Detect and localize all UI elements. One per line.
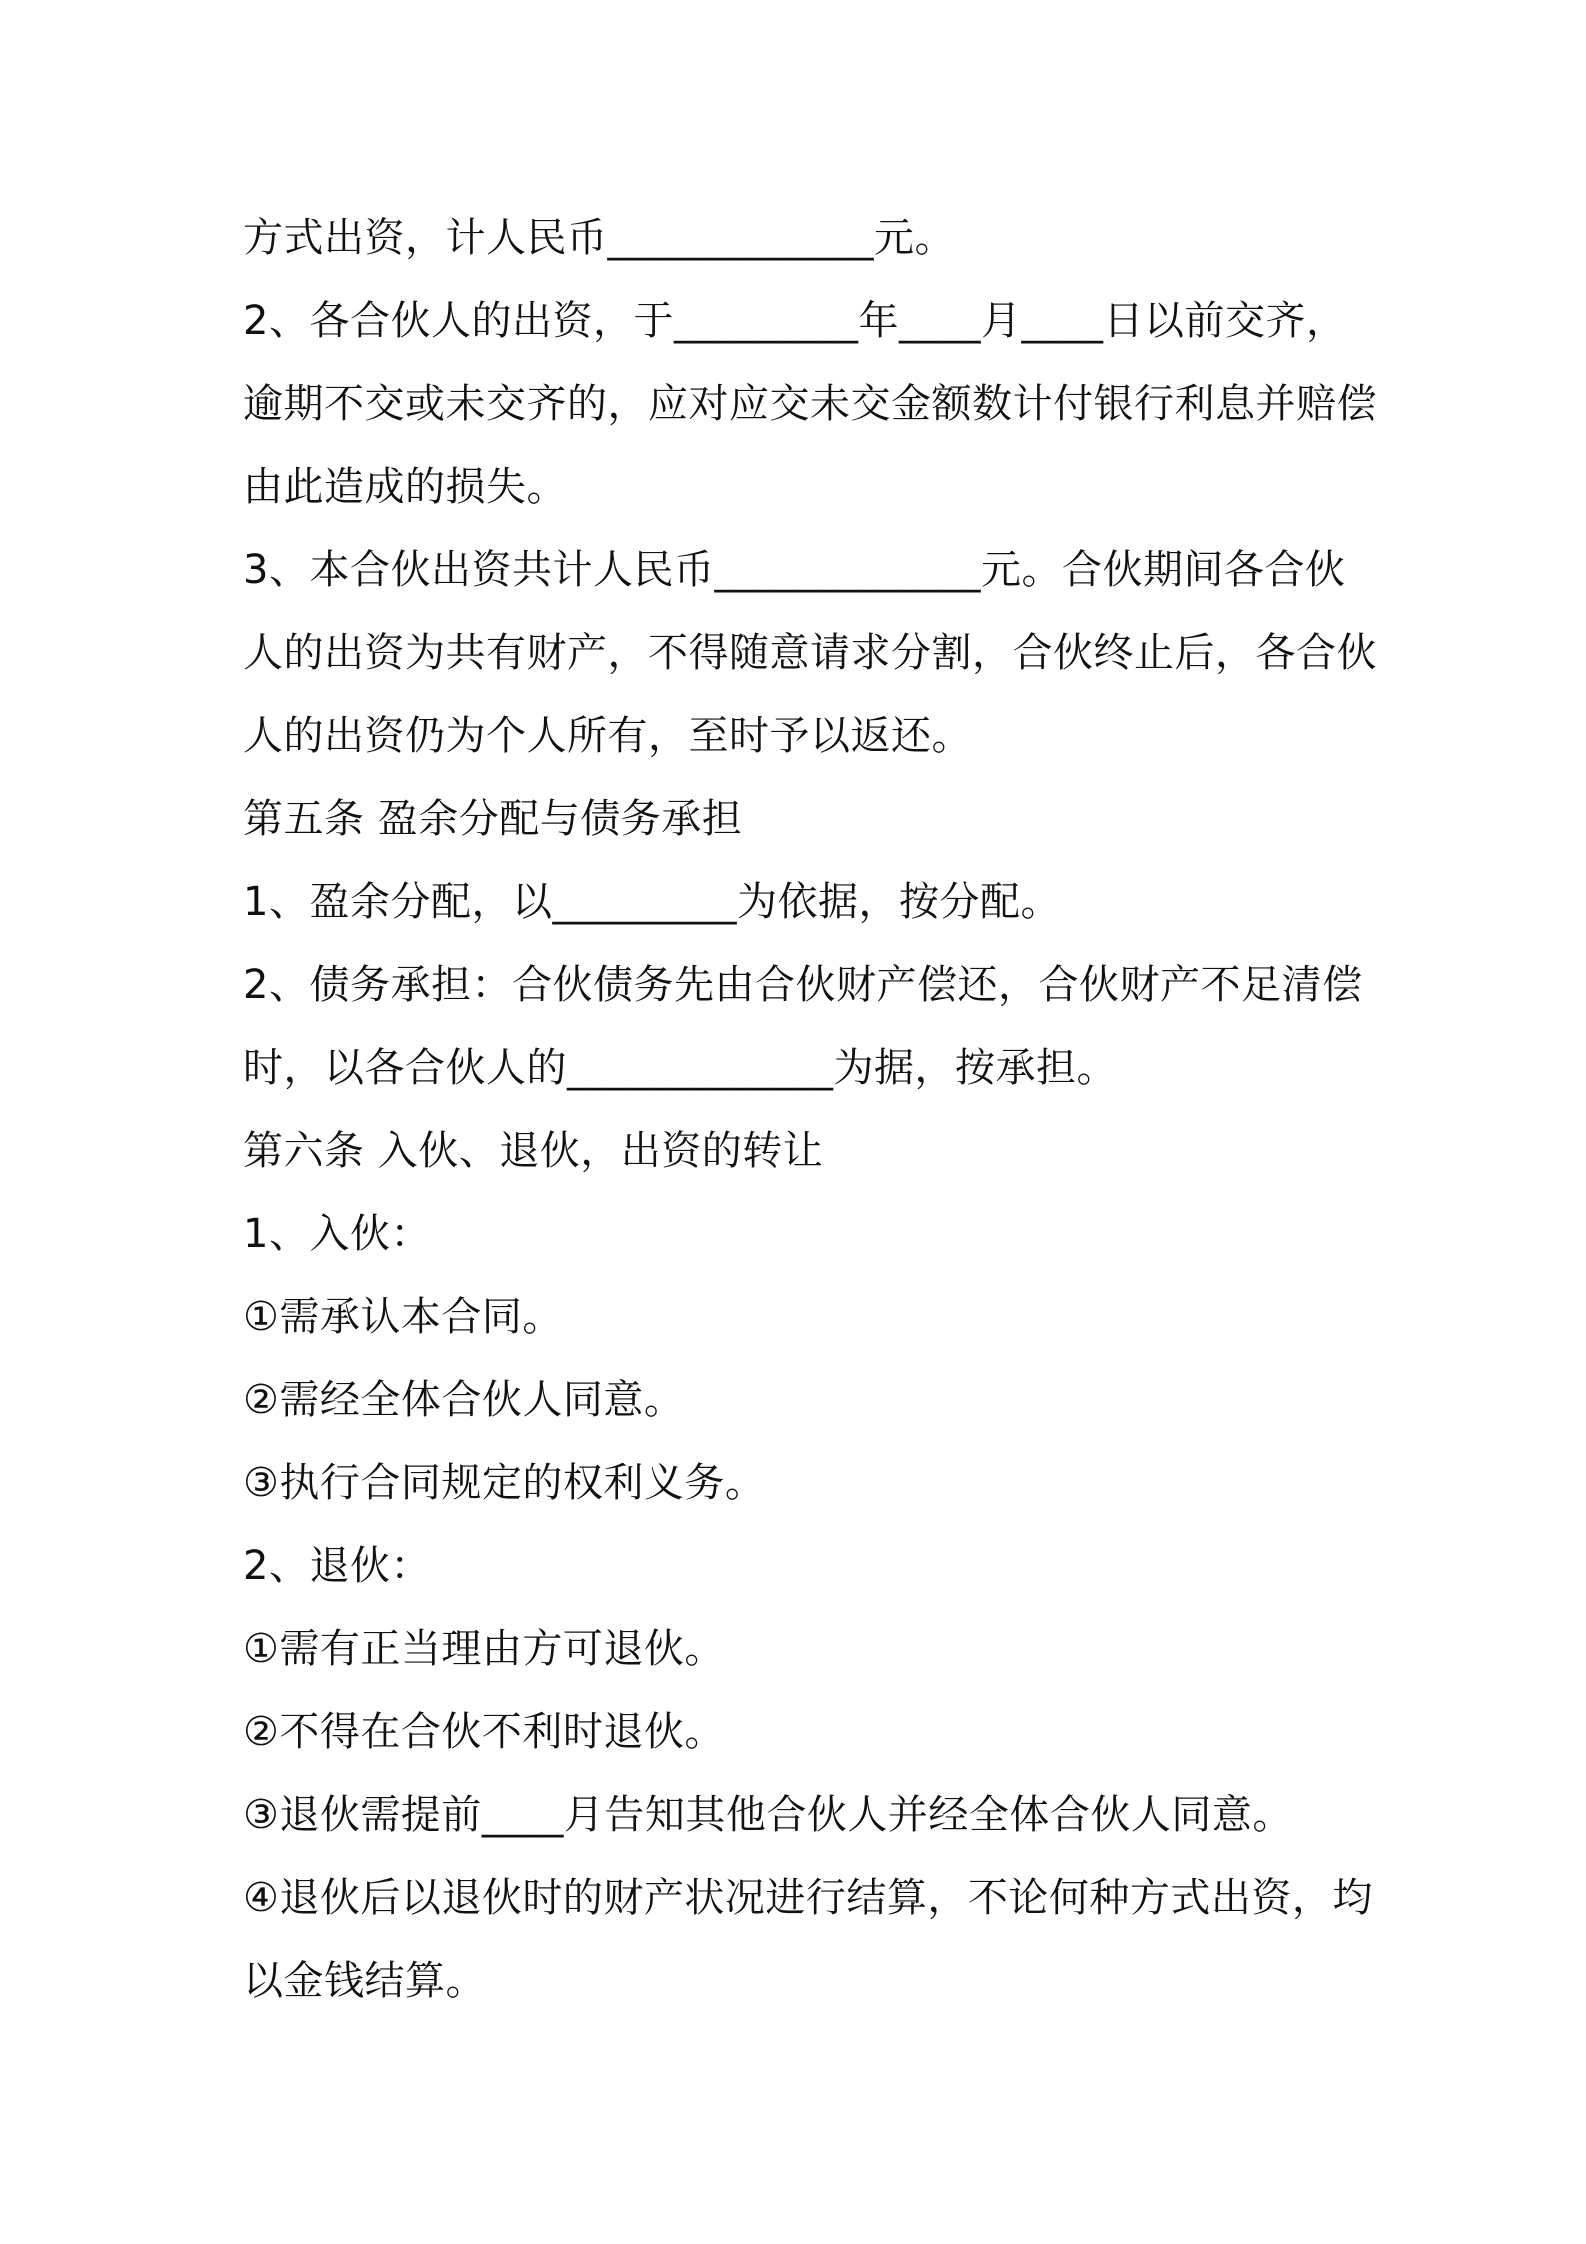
text-line: 2、各合伙人的出资，于_________年____月____日以前交齐，	[243, 298, 1347, 344]
text-line: ②不得在合伙不利时退伙。	[243, 1709, 725, 1755]
text-line: 方式出资，计人民币_____________元。	[243, 215, 955, 261]
text-line: 逾期不交或未交齐的，应对应交未交金额数计付银行利息并赔偿	[243, 381, 1377, 427]
document-body	[243, 197, 1377, 2023]
text-line: ①需有正当理由方可退伙。	[243, 1626, 725, 1672]
text-line: 人的出资仍为个人所有，至时予以返还。	[243, 713, 972, 759]
text-line: 1、入伙：	[243, 1211, 431, 1257]
section-heading-6: 第六条 入伙、退伙，出资的转让	[243, 1128, 824, 1174]
section-heading-5: 第五条 盈余分配与债务承担	[243, 796, 743, 842]
text-line: 2、债务承担：合伙债务先由合伙财产偿还，合伙财产不足清偿	[243, 962, 1363, 1008]
text-line: 2、退伙：	[243, 1543, 431, 1589]
text-line: 由此造成的损失。	[243, 464, 567, 510]
text-line: 以金钱结算。	[243, 1958, 486, 2004]
text-line: ①需承认本合同。	[243, 1294, 563, 1340]
text-line: ④退伙后以退伙时的财产状况进行结算，不论何种方式出资，均	[243, 1875, 1373, 1921]
text-line: 人的出资为共有财产，不得随意请求分割，合伙终止后，各合伙	[243, 630, 1377, 676]
text-line: 3、本合伙出资共计人民币_____________元。合伙期间各合伙	[243, 547, 1346, 593]
text-line: 时，以各合伙人的_____________为据，按承担。	[243, 1045, 1117, 1091]
text-line: ③退伙需提前____月告知其他合伙人并经全体合伙人同意。	[243, 1792, 1293, 1838]
text-line: ②需经全体合伙人同意。	[243, 1377, 685, 1423]
text-line: ③执行合同规定的权利义务。	[243, 1460, 766, 1506]
text-line: 1、盈余分配，以_________为依据，按分配。	[243, 879, 1061, 925]
